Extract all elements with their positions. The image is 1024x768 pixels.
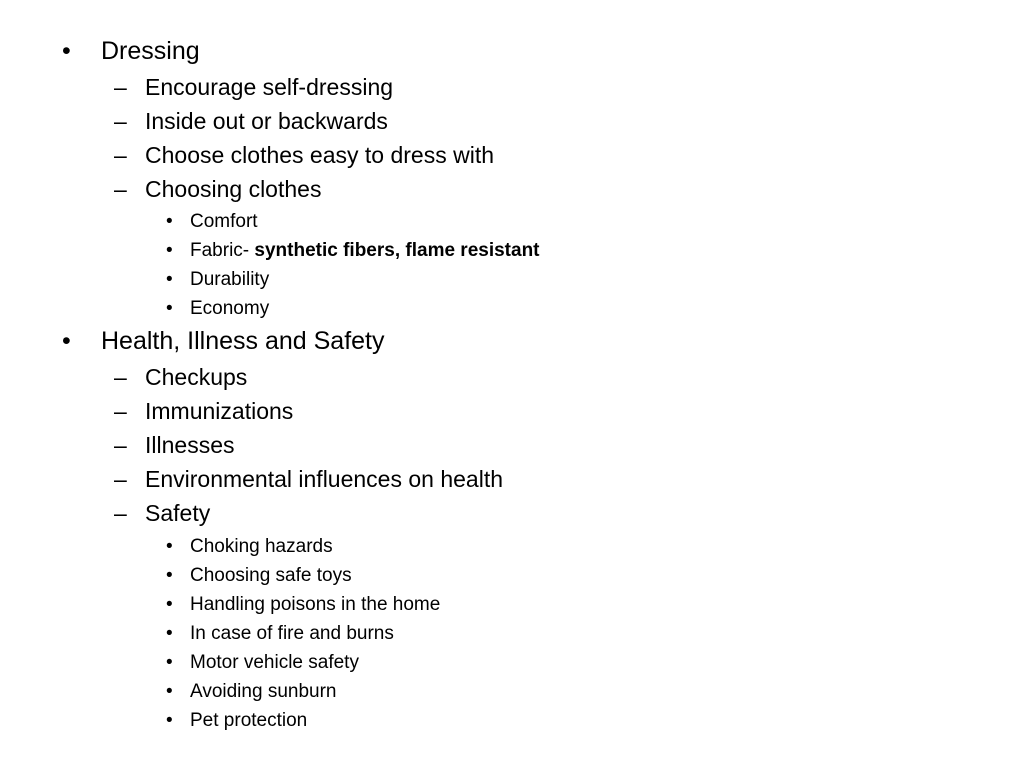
section-heading bbox=[62, 37, 200, 65]
sub-list-item-text: Pet protection bbox=[190, 710, 308, 731]
dash-marker: – bbox=[114, 364, 127, 390]
small-bullet-marker: • bbox=[166, 710, 173, 731]
small-bullet-marker: • bbox=[166, 681, 173, 702]
small-bullet-marker: • bbox=[166, 536, 173, 557]
list-item bbox=[114, 500, 211, 526]
dash-marker: – bbox=[114, 108, 127, 134]
sub-list-item bbox=[166, 211, 258, 232]
list-item bbox=[114, 108, 388, 134]
sub-list-item-text: Choosing safe toys bbox=[190, 565, 352, 586]
sub-list-item-text: Fabric- bbox=[190, 240, 255, 261]
list-item-text: Immunizations bbox=[145, 398, 294, 424]
sub-list-item-text: Durability bbox=[190, 269, 270, 290]
bullet-marker: • bbox=[62, 327, 71, 355]
sub-list-item bbox=[166, 536, 333, 557]
sub-list-item bbox=[166, 298, 270, 319]
dash-marker: – bbox=[114, 432, 127, 458]
bullet-marker: • bbox=[62, 37, 71, 65]
dash-marker: – bbox=[114, 466, 127, 492]
section-heading bbox=[62, 327, 385, 355]
sub-list-item bbox=[166, 594, 441, 615]
dash-marker: – bbox=[114, 500, 127, 526]
small-bullet-marker: • bbox=[166, 269, 173, 290]
sub-list-item-text: Motor vehicle safety bbox=[190, 652, 359, 673]
sub-list-item bbox=[166, 565, 352, 586]
list-item-text: Encourage self-dressing bbox=[145, 74, 394, 100]
sub-list-item bbox=[166, 710, 308, 731]
dash-marker: – bbox=[114, 398, 127, 424]
small-bullet-marker: • bbox=[166, 298, 173, 319]
list-item-text: Checkups bbox=[145, 364, 248, 390]
small-bullet-marker: • bbox=[166, 594, 173, 615]
list-item-text: Choose clothes easy to dress with bbox=[145, 142, 495, 168]
list-item bbox=[114, 466, 504, 492]
list-item bbox=[114, 176, 322, 202]
small-bullet-marker: • bbox=[166, 652, 173, 673]
list-item-text: Choosing clothes bbox=[145, 176, 322, 202]
list-item-text: Inside out or backwards bbox=[145, 108, 388, 134]
sub-list-item bbox=[166, 652, 359, 673]
small-bullet-marker: • bbox=[166, 211, 173, 232]
section-heading-text: Health, Illness and Safety bbox=[101, 327, 385, 355]
sub-list-item bbox=[166, 269, 270, 290]
small-bullet-marker: • bbox=[166, 623, 173, 644]
list-item bbox=[114, 432, 235, 458]
list-item bbox=[114, 142, 495, 168]
small-bullet-marker: • bbox=[166, 565, 173, 586]
sub-list-item-text: Choking hazards bbox=[190, 536, 333, 557]
list-item bbox=[114, 74, 394, 100]
sub-list-item bbox=[166, 240, 540, 261]
sub-list-item-text: Handling poisons in the home bbox=[190, 594, 441, 615]
dash-marker: – bbox=[114, 176, 127, 202]
dash-marker: – bbox=[114, 74, 127, 100]
list-item-text: Safety bbox=[145, 500, 211, 526]
sub-list-item-text: Avoiding sunburn bbox=[190, 681, 337, 702]
sub-list-item-text: Economy bbox=[190, 298, 270, 319]
list-item bbox=[114, 364, 248, 390]
list-item-text: Illnesses bbox=[145, 432, 235, 458]
sub-list-item bbox=[166, 681, 337, 702]
sub-list-item bbox=[166, 623, 394, 644]
sub-list-item-text: Comfort bbox=[190, 211, 258, 232]
dash-marker: – bbox=[114, 142, 127, 168]
sub-list-item-text: In case of fire and burns bbox=[190, 623, 394, 644]
section-heading-text: Dressing bbox=[101, 37, 200, 65]
small-bullet-marker: • bbox=[166, 240, 173, 261]
list-item-text: Environmental influences on health bbox=[145, 466, 504, 492]
sub-list-item-bold-text: synthetic fibers, flame resistant bbox=[254, 240, 540, 261]
list-item bbox=[114, 398, 294, 424]
